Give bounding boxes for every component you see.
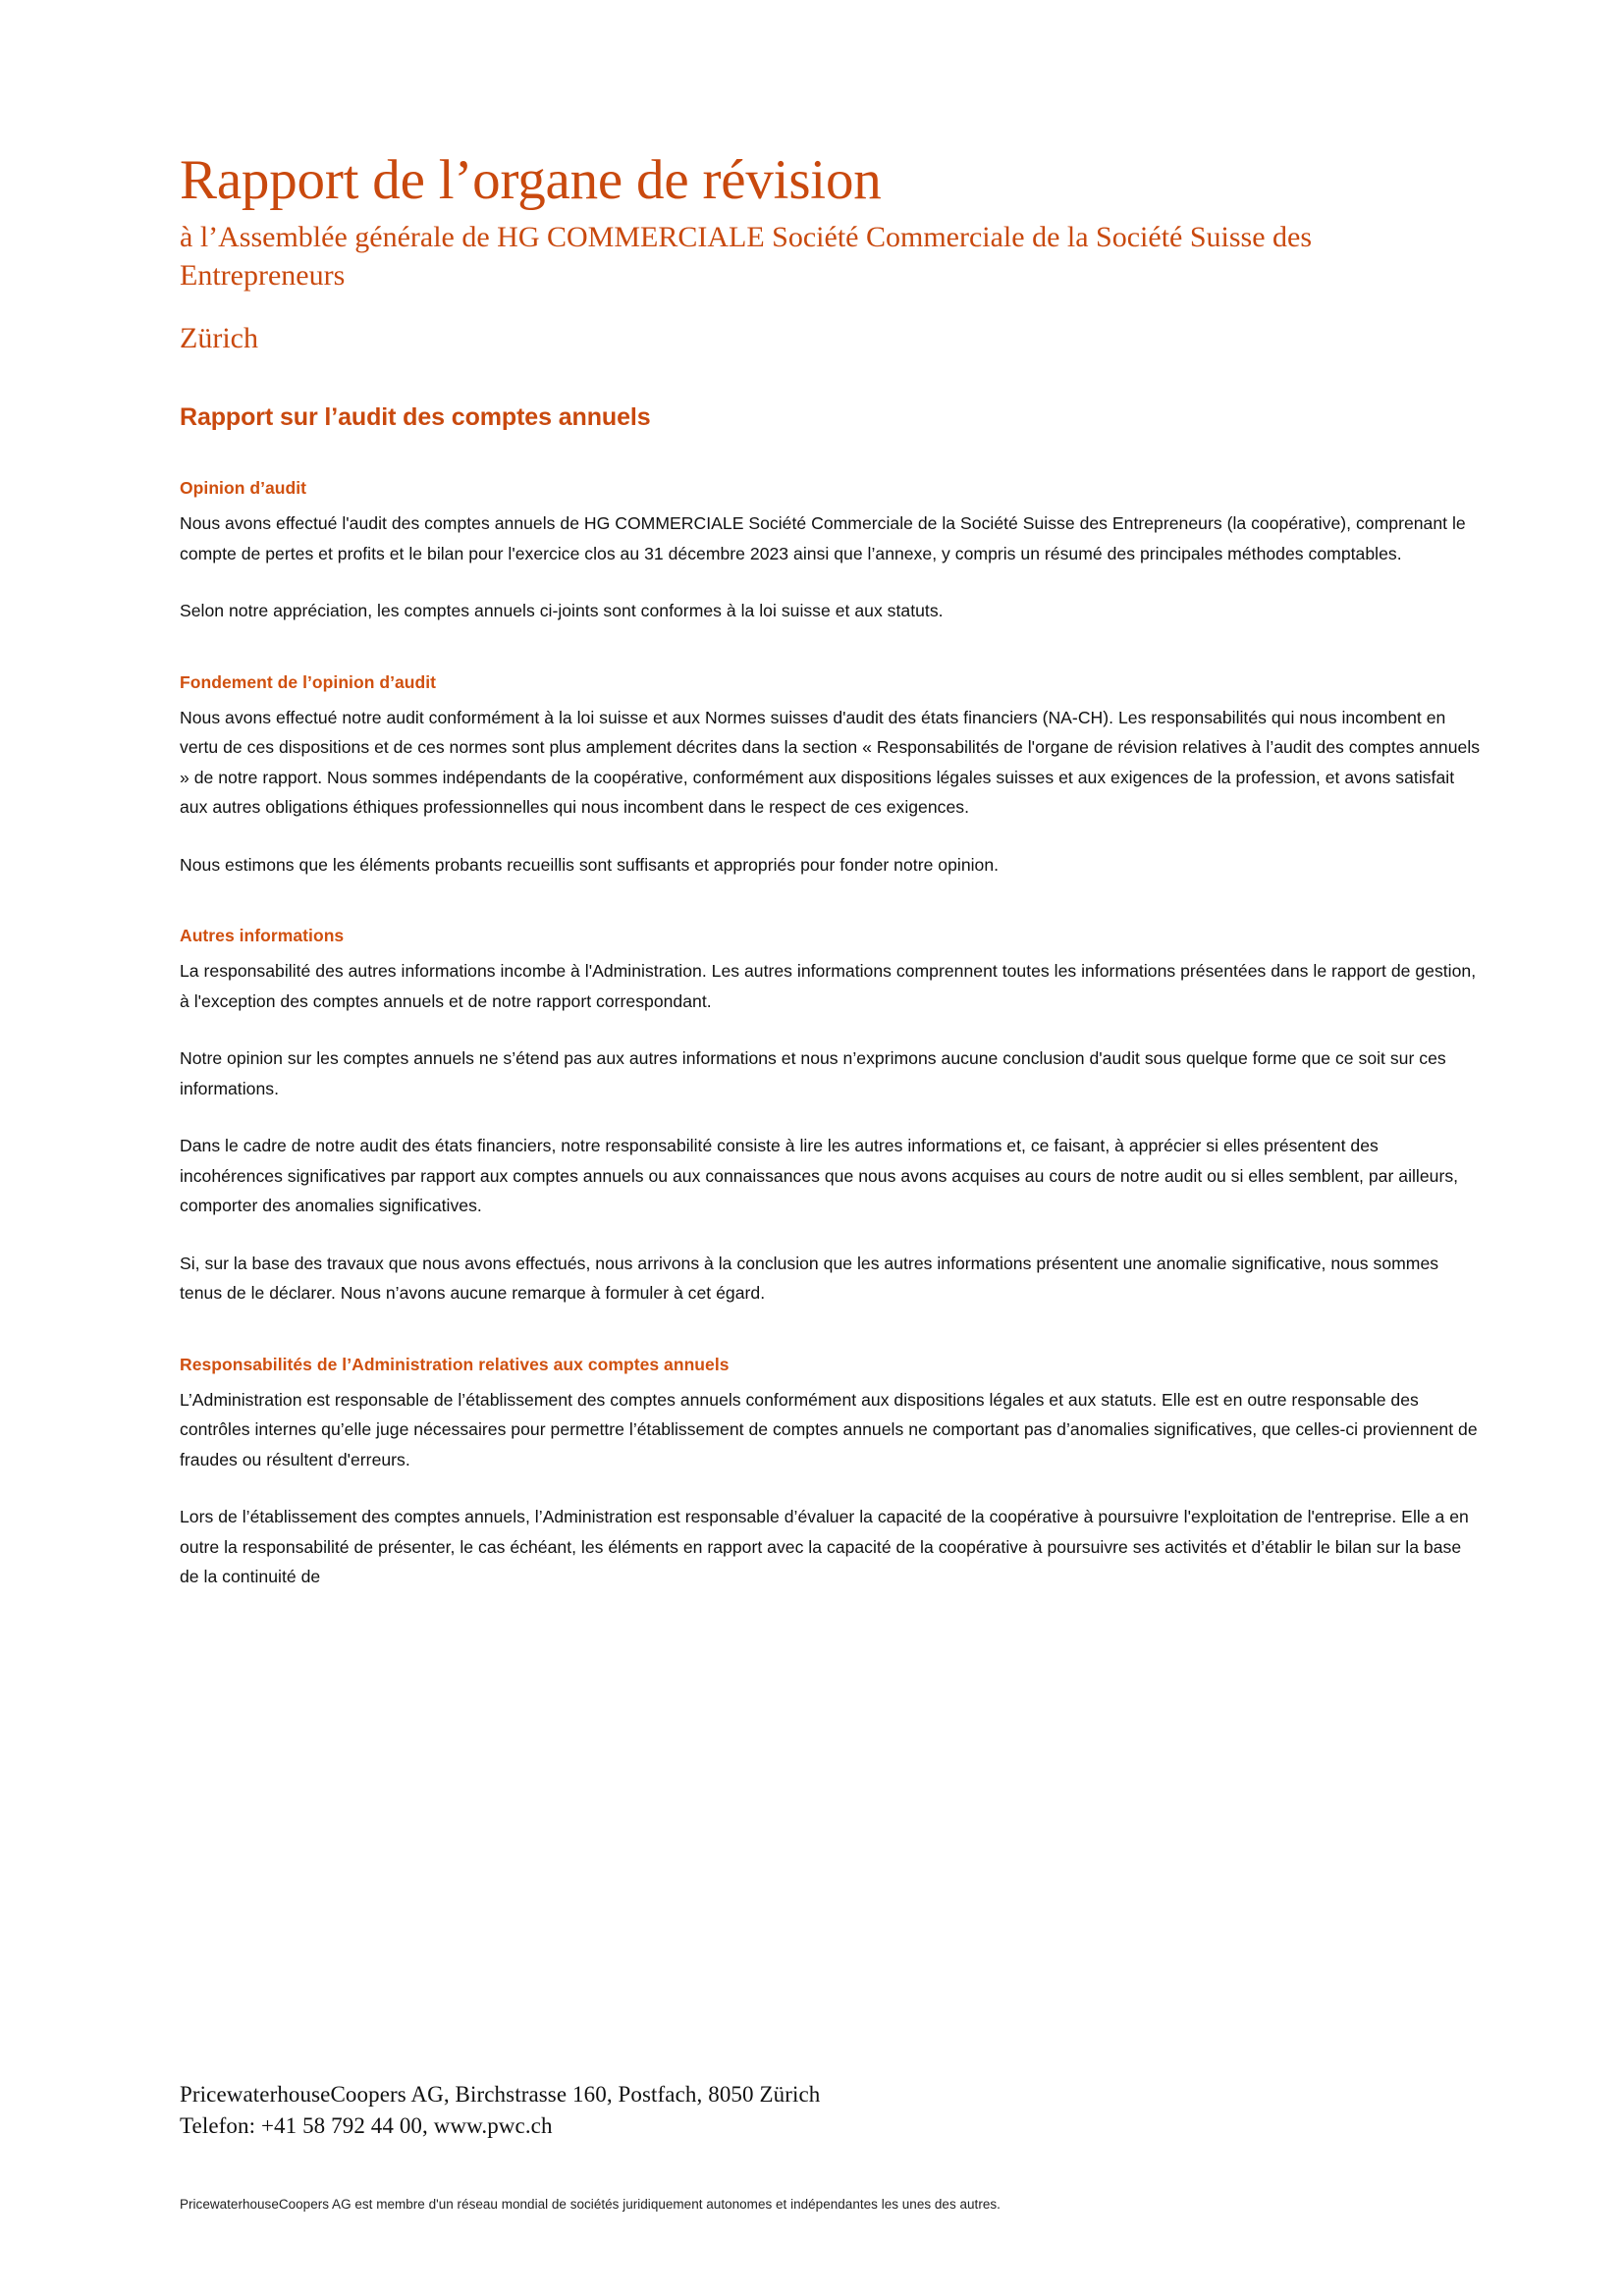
page-title: Rapport de l’organe de révision <box>180 149 882 211</box>
report-heading: Rapport sur l’audit des comptes annuels <box>180 403 651 431</box>
paragraph-fondement-2: Nous estimons que les éléments probants recueillis sont suffisants et appropriés pour fonder notre opinion. <box>180 854 1000 875</box>
document-content <box>180 0 1484 1592</box>
footer-disclaimer: PricewaterhouseCoopers AG est membre d'un réseau mondial de sociétés juridiquement autonomes et indépendantes les unes des autres. <box>180 2197 1001 2212</box>
document-subtitle: à l’Assemblée générale de HG COMMERCIALE Société Commerciale de la Société Suisse des Entrepreneurs <box>180 221 1313 292</box>
paragraph-responsabilites-1: L’Administration est responsable de l’établissement des comptes annuels conformément aux dispositions légales et aux statuts. Elle est en outre responsable des contrôles internes qu’elle juge nécessaires pour permettre l’établissement de comptes annuels ne comportant pas d’anomalies significatives, que celles-ci proviennent de fraudes ou résultent d'erreurs. <box>180 1389 1478 1469</box>
document-city: Zürich <box>180 322 258 354</box>
paragraph-opinion-1: Nous avons effectué l'audit des comptes annuels de HG COMMERCIALE Société Commerciale de la Société Suisse des Entrepreneurs (la coopérative), comprenant le compte de pertes et profits et le bilan pour l'exercice clos au 31 décembre 2023 ainsi que l’annexe, y compris un résumé des principales méthodes comptables. <box>180 513 1466 563</box>
paragraph-autres-2: Notre opinion sur les comptes annuels ne s’étend pas aux autres informations et nous n’exprimons aucune conclusion d'audit sous quelque forme que ce soit sur ces informations. <box>180 1048 1446 1098</box>
section-heading-fondement: Fondement de l’opinion d’audit <box>180 671 437 692</box>
paragraph-responsabilites-2: Lors de l’établissement des comptes annuels, l’Administration est responsable d’évaluer la capacité de la coopérative à poursuivre l'exploitation de l'entreprise. Elle a en outre la responsabilité de présenter, le cas échéant, les éléments en rapport avec la capacité de la coopérative à poursuivre ses activités et d’établir le bilan sur la base de la continuité de <box>180 1507 1469 1586</box>
footer-contact: Telefon: +41 58 792 44 00, www.pwc.ch <box>180 2113 553 2138</box>
section-heading-responsabilites-administration: Responsabilités de l’Administration relatives aux comptes annuels <box>180 1354 730 1374</box>
paragraph-autres-4: Si, sur la base des travaux que nous avons effectués, nous arrivons à la conclusion que les autres informations présentent une anomalie significative, nous sommes tenus de le déclarer. Nous n’avons aucune remarque à formuler à cet égard. <box>180 1253 1439 1303</box>
page-footer <box>180 2079 1486 2214</box>
section-heading-autres-informations: Autres informations <box>180 926 345 945</box>
paragraph-autres-3: Dans le cadre de notre audit des états financiers, notre responsabilité consiste à lire les autres informations et, ce faisant, à apprécier si elles présentent des incohérences significatives par rapport aux comptes annuels ou aux connaissances que nous avons acquises au cours de notre audit ou si elles semblent, par ailleurs, comporter des anomalies significatives. <box>180 1136 1459 1215</box>
paragraph-autres-1: La responsabilité des autres informations incombe à l'Administration. Les autres informations comprennent toutes les informations présentées dans le rapport de gestion, à l'exception des comptes annuels et de notre rapport correspondant. <box>180 961 1477 1011</box>
paragraph-fondement-1: Nous avons effectué notre audit conformément à la loi suisse et aux Normes suisses d'audit des états financiers (NA-CH). Les responsabilités qui nous incombent en vertu de ces dispositions et de ces normes sont plus amplement décrites dans la section « Responsabilités de l'organe de révision relatives à l’audit des comptes annuels » de notre rapport. Nous sommes indépendants de la coopérative, conformément aux dispositions légales suisses et aux exigences de la profession, et avons satisfait aux autres obligations éthiques professionnelles qui nous incombent dans le respect de ces exigences. <box>180 707 1481 817</box>
section-heading-opinion: Opinion d’audit <box>180 478 307 498</box>
footer-address: PricewaterhouseCoopers AG, Birchstrasse 160, Postfach, 8050 Zürich <box>180 2082 821 2107</box>
paragraph-opinion-2: Selon notre appréciation, les comptes annuels ci-joints sont conformes à la loi suisse et aux statuts. <box>180 601 944 620</box>
